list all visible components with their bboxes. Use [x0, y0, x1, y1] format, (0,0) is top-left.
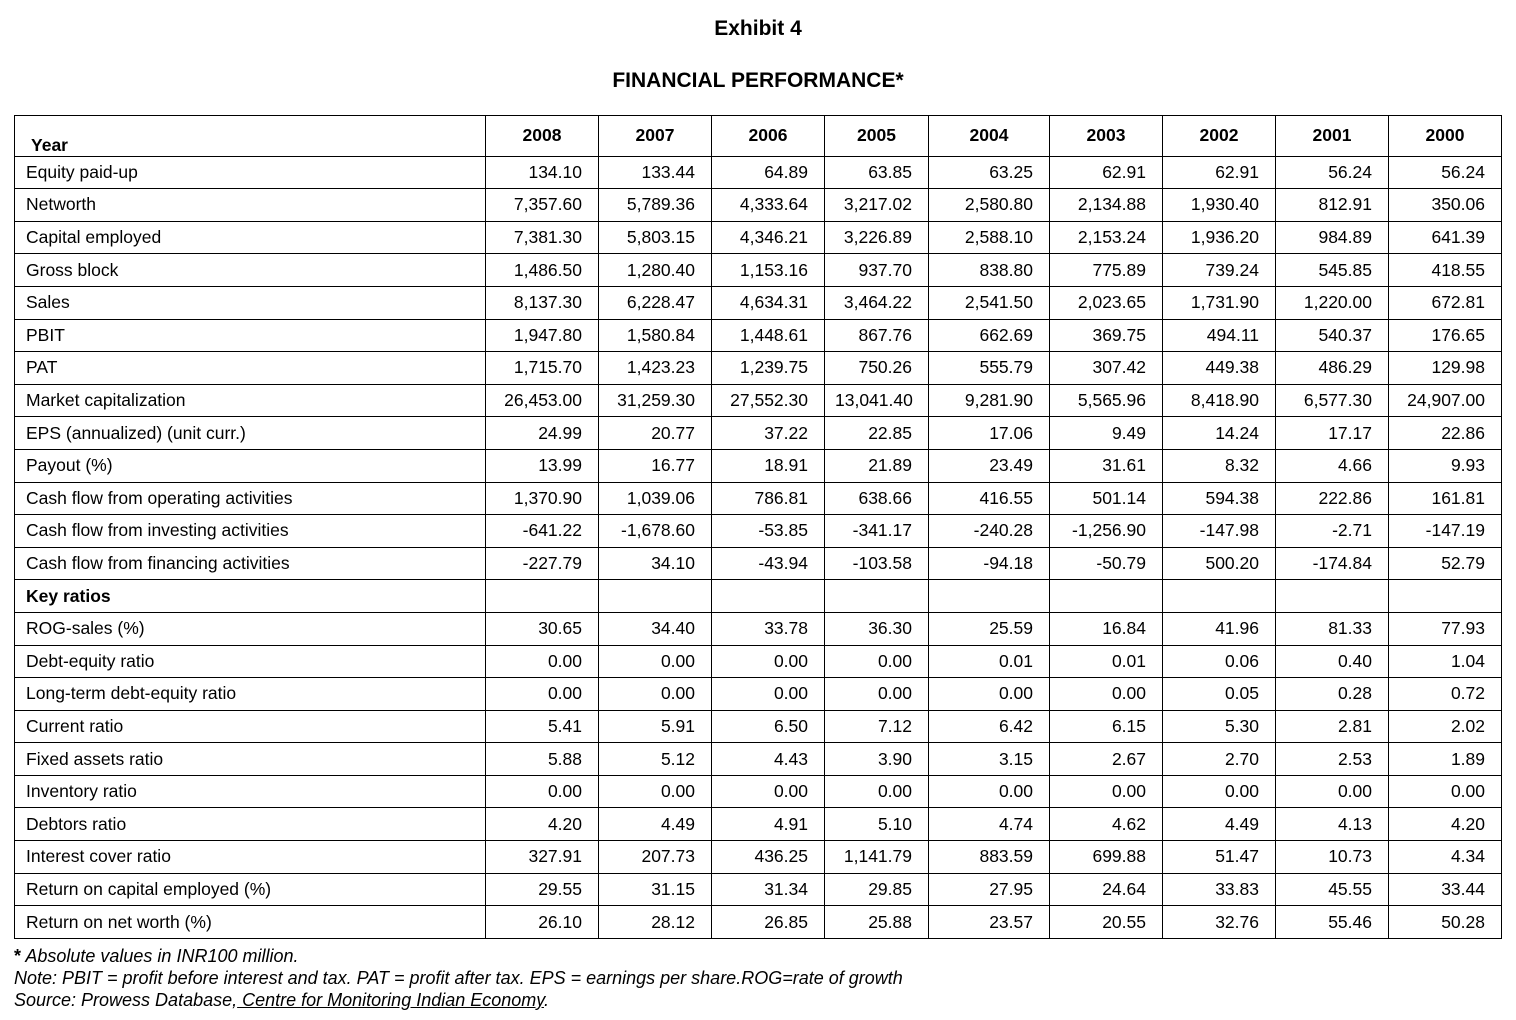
cell-value: 24.64	[1050, 873, 1163, 906]
cell-value: 2.81	[1276, 710, 1389, 743]
table-row	[15, 515, 1502, 548]
cell-value: 3,464.22	[825, 286, 929, 319]
cell-value: 0.00	[599, 678, 712, 711]
cell-value: 14.24	[1163, 417, 1276, 450]
cell-value: 6,577.30	[1276, 384, 1389, 417]
cell-value: 2.70	[1163, 743, 1276, 776]
cell-value: 984.89	[1276, 221, 1389, 254]
cell-value: 4,333.64	[712, 189, 825, 222]
cell-value: 0.00	[1163, 775, 1276, 808]
cell-value: 494.11	[1163, 319, 1276, 352]
cell-value: 3,226.89	[825, 221, 929, 254]
cell-value: 0.00	[486, 775, 599, 808]
year-header-2002: 2002	[1163, 116, 1276, 157]
section-row	[15, 580, 1502, 613]
cell-value: -147.98	[1163, 515, 1276, 548]
cell-value: 0.00	[712, 678, 825, 711]
cell-value: 307.42	[1050, 352, 1163, 385]
cell-value: -227.79	[486, 547, 599, 580]
cell-value: -341.17	[825, 515, 929, 548]
cell-value: 5.12	[599, 743, 712, 776]
cell-value: 0.00	[486, 678, 599, 711]
financial-performance-table	[14, 115, 1502, 939]
cell-value: 22.85	[825, 417, 929, 450]
cell-value: 20.55	[1050, 906, 1163, 939]
cell-value: 0.00	[825, 775, 929, 808]
cell-value: 6.50	[712, 710, 825, 743]
cell-value: 4.66	[1276, 449, 1389, 482]
cell-value: -50.79	[1050, 547, 1163, 580]
cell-value: 1,731.90	[1163, 286, 1276, 319]
cell-value: 50.28	[1389, 906, 1502, 939]
year-header-2000: 2000	[1389, 116, 1502, 157]
table-row	[15, 775, 1502, 808]
cell-value: 33.44	[1389, 873, 1502, 906]
cell-value: 7.12	[825, 710, 929, 743]
cell-value: 1,930.40	[1163, 189, 1276, 222]
row-label: Inventory ratio	[15, 775, 486, 808]
cell-value: 5.41	[486, 710, 599, 743]
cell-value: 3.15	[929, 743, 1050, 776]
cell-value: 2.02	[1389, 710, 1502, 743]
cell-value: -43.94	[712, 547, 825, 580]
cell-value: 4.49	[1163, 808, 1276, 841]
cell-value: 0.05	[1163, 678, 1276, 711]
cell-value: 31,259.30	[599, 384, 712, 417]
cell-value: 7,357.60	[486, 189, 599, 222]
table-row	[15, 417, 1502, 450]
year-header: Year	[15, 116, 486, 157]
cell-value: 134.10	[486, 156, 599, 189]
cell-value: 63.25	[929, 156, 1050, 189]
table-row	[15, 319, 1502, 352]
cell-value: 2,023.65	[1050, 286, 1163, 319]
cell-value: 63.85	[825, 156, 929, 189]
cell-value: 26,453.00	[486, 384, 599, 417]
cell-value: 129.98	[1389, 352, 1502, 385]
cell-value: -1,678.60	[599, 515, 712, 548]
row-label: Current ratio	[15, 710, 486, 743]
cell-value: 81.33	[1276, 612, 1389, 645]
cell-value: 1,715.70	[486, 352, 599, 385]
absolute-values-text: Absolute values in INR100 million.	[21, 946, 299, 966]
cell-value: 22.86	[1389, 417, 1502, 450]
cell-value: 8.32	[1163, 449, 1276, 482]
row-label: ROG-sales (%)	[15, 612, 486, 645]
cell-value: 28.12	[599, 906, 712, 939]
cell-value: 418.55	[1389, 254, 1502, 287]
cell-value: 27,552.30	[712, 384, 825, 417]
cell-value: -174.84	[1276, 547, 1389, 580]
row-label: Gross block	[15, 254, 486, 287]
cell-value: 26.10	[486, 906, 599, 939]
table-row	[15, 678, 1502, 711]
cell-value: 1,448.61	[712, 319, 825, 352]
table-row	[15, 873, 1502, 906]
cell-value: 0.40	[1276, 645, 1389, 678]
absolute-values-note	[14, 945, 1494, 967]
cell-value: 5.30	[1163, 710, 1276, 743]
cell-value: 34.40	[599, 612, 712, 645]
cell-value: 0.00	[1050, 775, 1163, 808]
cell-value: 0.00	[712, 645, 825, 678]
cell-value: 24,907.00	[1389, 384, 1502, 417]
cell-value: 416.55	[929, 482, 1050, 515]
cell-value: 31.15	[599, 873, 712, 906]
row-label: Debtors ratio	[15, 808, 486, 841]
cell-value: 1,141.79	[825, 841, 929, 874]
cell-value: 17.17	[1276, 417, 1389, 450]
cell-value: 21.89	[825, 449, 929, 482]
cell-value: 638.66	[825, 482, 929, 515]
cell-value: 867.76	[825, 319, 929, 352]
cell-value: 0.00	[1389, 775, 1502, 808]
cell-value: 775.89	[1050, 254, 1163, 287]
cell-value: 31.61	[1050, 449, 1163, 482]
cell-value: 0.00	[599, 645, 712, 678]
cell-value: -641.22	[486, 515, 599, 548]
cell-value	[1050, 580, 1163, 613]
cell-value: 937.70	[825, 254, 929, 287]
table-row	[15, 645, 1502, 678]
cell-value: 641.39	[1389, 221, 1502, 254]
row-label: PBIT	[15, 319, 486, 352]
year-header-2004: 2004	[929, 116, 1050, 157]
cell-value: 0.00	[1050, 678, 1163, 711]
cell-value	[1163, 580, 1276, 613]
cell-value: 0.00	[599, 775, 712, 808]
cell-value: 6.42	[929, 710, 1050, 743]
cell-value: 56.24	[1389, 156, 1502, 189]
cell-value: 33.83	[1163, 873, 1276, 906]
cell-value: 51.47	[1163, 841, 1276, 874]
row-label: Long-term debt-equity ratio	[15, 678, 486, 711]
table-row	[15, 254, 1502, 287]
cell-value: 1.89	[1389, 743, 1502, 776]
cell-value: 133.44	[599, 156, 712, 189]
cell-value: 25.88	[825, 906, 929, 939]
row-label: Payout (%)	[15, 449, 486, 482]
table-body	[15, 156, 1502, 938]
cell-value: 0.00	[825, 645, 929, 678]
cell-value: 23.49	[929, 449, 1050, 482]
cell-value: 0.00	[825, 678, 929, 711]
page-title: FINANCIAL PERFORMANCE*	[612, 69, 904, 92]
row-label: Return on capital employed (%)	[15, 873, 486, 906]
cell-value: 1.04	[1389, 645, 1502, 678]
cell-value: 207.73	[599, 841, 712, 874]
cell-value: 64.89	[712, 156, 825, 189]
cell-value: 55.46	[1276, 906, 1389, 939]
row-label: PAT	[15, 352, 486, 385]
cell-value: 56.24	[1276, 156, 1389, 189]
table-row	[15, 221, 1502, 254]
year-header-2005: 2005	[825, 116, 929, 157]
cell-value: 5.91	[599, 710, 712, 743]
year-header-2008: 2008	[486, 116, 599, 157]
row-label: Interest cover ratio	[15, 841, 486, 874]
cell-value: 31.34	[712, 873, 825, 906]
cell-value: 5,803.15	[599, 221, 712, 254]
row-label: Key ratios	[15, 580, 486, 613]
source-prefix: Source: Prowess Database,	[14, 990, 238, 1010]
table-row	[15, 384, 1502, 417]
year-header-2006: 2006	[712, 116, 825, 157]
cell-value: 0.01	[929, 645, 1050, 678]
cell-value: 350.06	[1389, 189, 1502, 222]
table-row	[15, 808, 1502, 841]
cell-value: 13.99	[486, 449, 599, 482]
cell-value: 1,936.20	[1163, 221, 1276, 254]
cell-value: 17.06	[929, 417, 1050, 450]
cell-value: 4.49	[599, 808, 712, 841]
cell-value: -103.58	[825, 547, 929, 580]
cell-value: 161.81	[1389, 482, 1502, 515]
cell-value: 2,580.80	[929, 189, 1050, 222]
cell-value: 1,423.23	[599, 352, 712, 385]
cell-value: -94.18	[929, 547, 1050, 580]
cell-value: 486.29	[1276, 352, 1389, 385]
cell-value	[1389, 580, 1502, 613]
table-row	[15, 352, 1502, 385]
cell-value	[825, 580, 929, 613]
cell-value: 2,541.50	[929, 286, 1050, 319]
cell-value: 1,039.06	[599, 482, 712, 515]
cell-value: 1,947.80	[486, 319, 599, 352]
cell-value: 0.01	[1050, 645, 1163, 678]
table-row	[15, 906, 1502, 939]
cell-value: 812.91	[1276, 189, 1389, 222]
cell-value: 0.28	[1276, 678, 1389, 711]
cell-value: 4.34	[1389, 841, 1502, 874]
year-header-2003: 2003	[1050, 116, 1163, 157]
cell-value: 41.96	[1163, 612, 1276, 645]
cell-value: 10.73	[1276, 841, 1389, 874]
cell-value: 672.81	[1389, 286, 1502, 319]
cell-value: 3.90	[825, 743, 929, 776]
cell-value: -2.71	[1276, 515, 1389, 548]
cell-value: 4.62	[1050, 808, 1163, 841]
cell-value: 52.79	[1389, 547, 1502, 580]
cell-value: 750.26	[825, 352, 929, 385]
cell-value: 6.15	[1050, 710, 1163, 743]
cell-value: 4,346.21	[712, 221, 825, 254]
cell-value: 2.67	[1050, 743, 1163, 776]
cell-value: 8,137.30	[486, 286, 599, 319]
cell-value: 500.20	[1163, 547, 1276, 580]
cell-value	[486, 580, 599, 613]
cell-value: 5,789.36	[599, 189, 712, 222]
cell-value: 5.88	[486, 743, 599, 776]
cell-value: -1,256.90	[1050, 515, 1163, 548]
cell-value: 176.65	[1389, 319, 1502, 352]
cell-value: 16.77	[599, 449, 712, 482]
cell-value: 327.91	[486, 841, 599, 874]
cell-value: 739.24	[1163, 254, 1276, 287]
cell-value: 20.77	[599, 417, 712, 450]
cell-value: 23.57	[929, 906, 1050, 939]
cell-value: 1,486.50	[486, 254, 599, 287]
cell-value: 0.00	[1276, 775, 1389, 808]
source-link[interactable]: Centre for Monitoring Indian Economy	[237, 990, 544, 1010]
cell-value: 0.00	[486, 645, 599, 678]
cell-value: 0.00	[929, 775, 1050, 808]
row-label: Equity paid-up	[15, 156, 486, 189]
cell-value: 2.53	[1276, 743, 1389, 776]
cell-value: 1,370.90	[486, 482, 599, 515]
year-header-2001: 2001	[1276, 116, 1389, 157]
cell-value	[599, 580, 712, 613]
asterisk: *	[14, 946, 22, 966]
header-row	[15, 116, 1502, 157]
row-label: Cash flow from investing activities	[15, 515, 486, 548]
cell-value: 838.80	[929, 254, 1050, 287]
cell-value: 3,217.02	[825, 189, 929, 222]
cell-value: 540.37	[1276, 319, 1389, 352]
cell-value: 4.13	[1276, 808, 1389, 841]
cell-value: 222.86	[1276, 482, 1389, 515]
cell-value: -147.19	[1389, 515, 1502, 548]
cell-value: 1,580.84	[599, 319, 712, 352]
cell-value: -240.28	[929, 515, 1050, 548]
exhibit-label: Exhibit 4	[714, 17, 802, 40]
table-row	[15, 547, 1502, 580]
cell-value: 45.55	[1276, 873, 1389, 906]
row-label: Debt-equity ratio	[15, 645, 486, 678]
table-row	[15, 449, 1502, 482]
cell-value: 786.81	[712, 482, 825, 515]
cell-value: 36.30	[825, 612, 929, 645]
row-label: Return on net worth (%)	[15, 906, 486, 939]
table-row	[15, 156, 1502, 189]
cell-value: 26.85	[712, 906, 825, 939]
cell-value: 0.00	[712, 775, 825, 808]
table-row	[15, 612, 1502, 645]
cell-value: 32.76	[1163, 906, 1276, 939]
cell-value: 62.91	[1163, 156, 1276, 189]
cell-value: 369.75	[1050, 319, 1163, 352]
cell-value: 4.20	[486, 808, 599, 841]
cell-value: 0.00	[929, 678, 1050, 711]
cell-value: 699.88	[1050, 841, 1163, 874]
cell-value: 555.79	[929, 352, 1050, 385]
cell-value: 1,153.16	[712, 254, 825, 287]
cell-value: 27.95	[929, 873, 1050, 906]
cell-value: 9.93	[1389, 449, 1502, 482]
source-suffix: .	[543, 990, 549, 1010]
cell-value: 8,418.90	[1163, 384, 1276, 417]
cell-value: 662.69	[929, 319, 1050, 352]
cell-value: 4.20	[1389, 808, 1502, 841]
table-row	[15, 841, 1502, 874]
cell-value: 2,134.88	[1050, 189, 1163, 222]
cell-value: 34.10	[599, 547, 712, 580]
cell-value: 29.85	[825, 873, 929, 906]
cell-value: 436.25	[712, 841, 825, 874]
year-header-2007: 2007	[599, 116, 712, 157]
table-row	[15, 482, 1502, 515]
cell-value: 77.93	[1389, 612, 1502, 645]
cell-value: 4.91	[712, 808, 825, 841]
cell-value: 37.22	[712, 417, 825, 450]
cell-value: 62.91	[1050, 156, 1163, 189]
table-row	[15, 286, 1502, 319]
cell-value: 2,153.24	[1050, 221, 1163, 254]
cell-value: 30.65	[486, 612, 599, 645]
footnotes	[14, 945, 1494, 1011]
cell-value: 33.78	[712, 612, 825, 645]
cell-value: 29.55	[486, 873, 599, 906]
row-label: Cash flow from financing activities	[15, 547, 486, 580]
row-label: Sales	[15, 286, 486, 319]
cell-value: 7,381.30	[486, 221, 599, 254]
cell-value: 18.91	[712, 449, 825, 482]
row-label: Capital employed	[15, 221, 486, 254]
cell-value: 2,588.10	[929, 221, 1050, 254]
cell-value: 6,228.47	[599, 286, 712, 319]
cell-value: 449.38	[1163, 352, 1276, 385]
cell-value	[929, 580, 1050, 613]
cell-value	[712, 580, 825, 613]
row-label: Networth	[15, 189, 486, 222]
abbreviation-note: Note: PBIT = profit before interest and tax. PAT = profit after tax. EPS = earnings per share.ROG=rate of growth	[14, 968, 903, 988]
table-row	[15, 189, 1502, 222]
table-row	[15, 743, 1502, 776]
cell-value: 4.43	[712, 743, 825, 776]
cell-value: -53.85	[712, 515, 825, 548]
cell-value: 501.14	[1050, 482, 1163, 515]
cell-value: 883.59	[929, 841, 1050, 874]
cell-value: 545.85	[1276, 254, 1389, 287]
cell-value: 594.38	[1163, 482, 1276, 515]
cell-value: 5.10	[825, 808, 929, 841]
cell-value	[1276, 580, 1389, 613]
cell-value: 24.99	[486, 417, 599, 450]
row-label: Market capitalization	[15, 384, 486, 417]
cell-value: 16.84	[1050, 612, 1163, 645]
cell-value: 0.72	[1389, 678, 1502, 711]
cell-value: 1,239.75	[712, 352, 825, 385]
cell-value: 13,041.40	[825, 384, 929, 417]
cell-value: 9.49	[1050, 417, 1163, 450]
cell-value: 9,281.90	[929, 384, 1050, 417]
table-row	[15, 710, 1502, 743]
row-label: Cash flow from operating activities	[15, 482, 486, 515]
cell-value: 25.59	[929, 612, 1050, 645]
cell-value: 1,280.40	[599, 254, 712, 287]
row-label: Fixed assets ratio	[15, 743, 486, 776]
cell-value: 4,634.31	[712, 286, 825, 319]
cell-value: 1,220.00	[1276, 286, 1389, 319]
cell-value: 0.06	[1163, 645, 1276, 678]
cell-value: 5,565.96	[1050, 384, 1163, 417]
source-note	[14, 989, 1494, 1011]
row-label: EPS (annualized) (unit curr.)	[15, 417, 486, 450]
cell-value: 4.74	[929, 808, 1050, 841]
